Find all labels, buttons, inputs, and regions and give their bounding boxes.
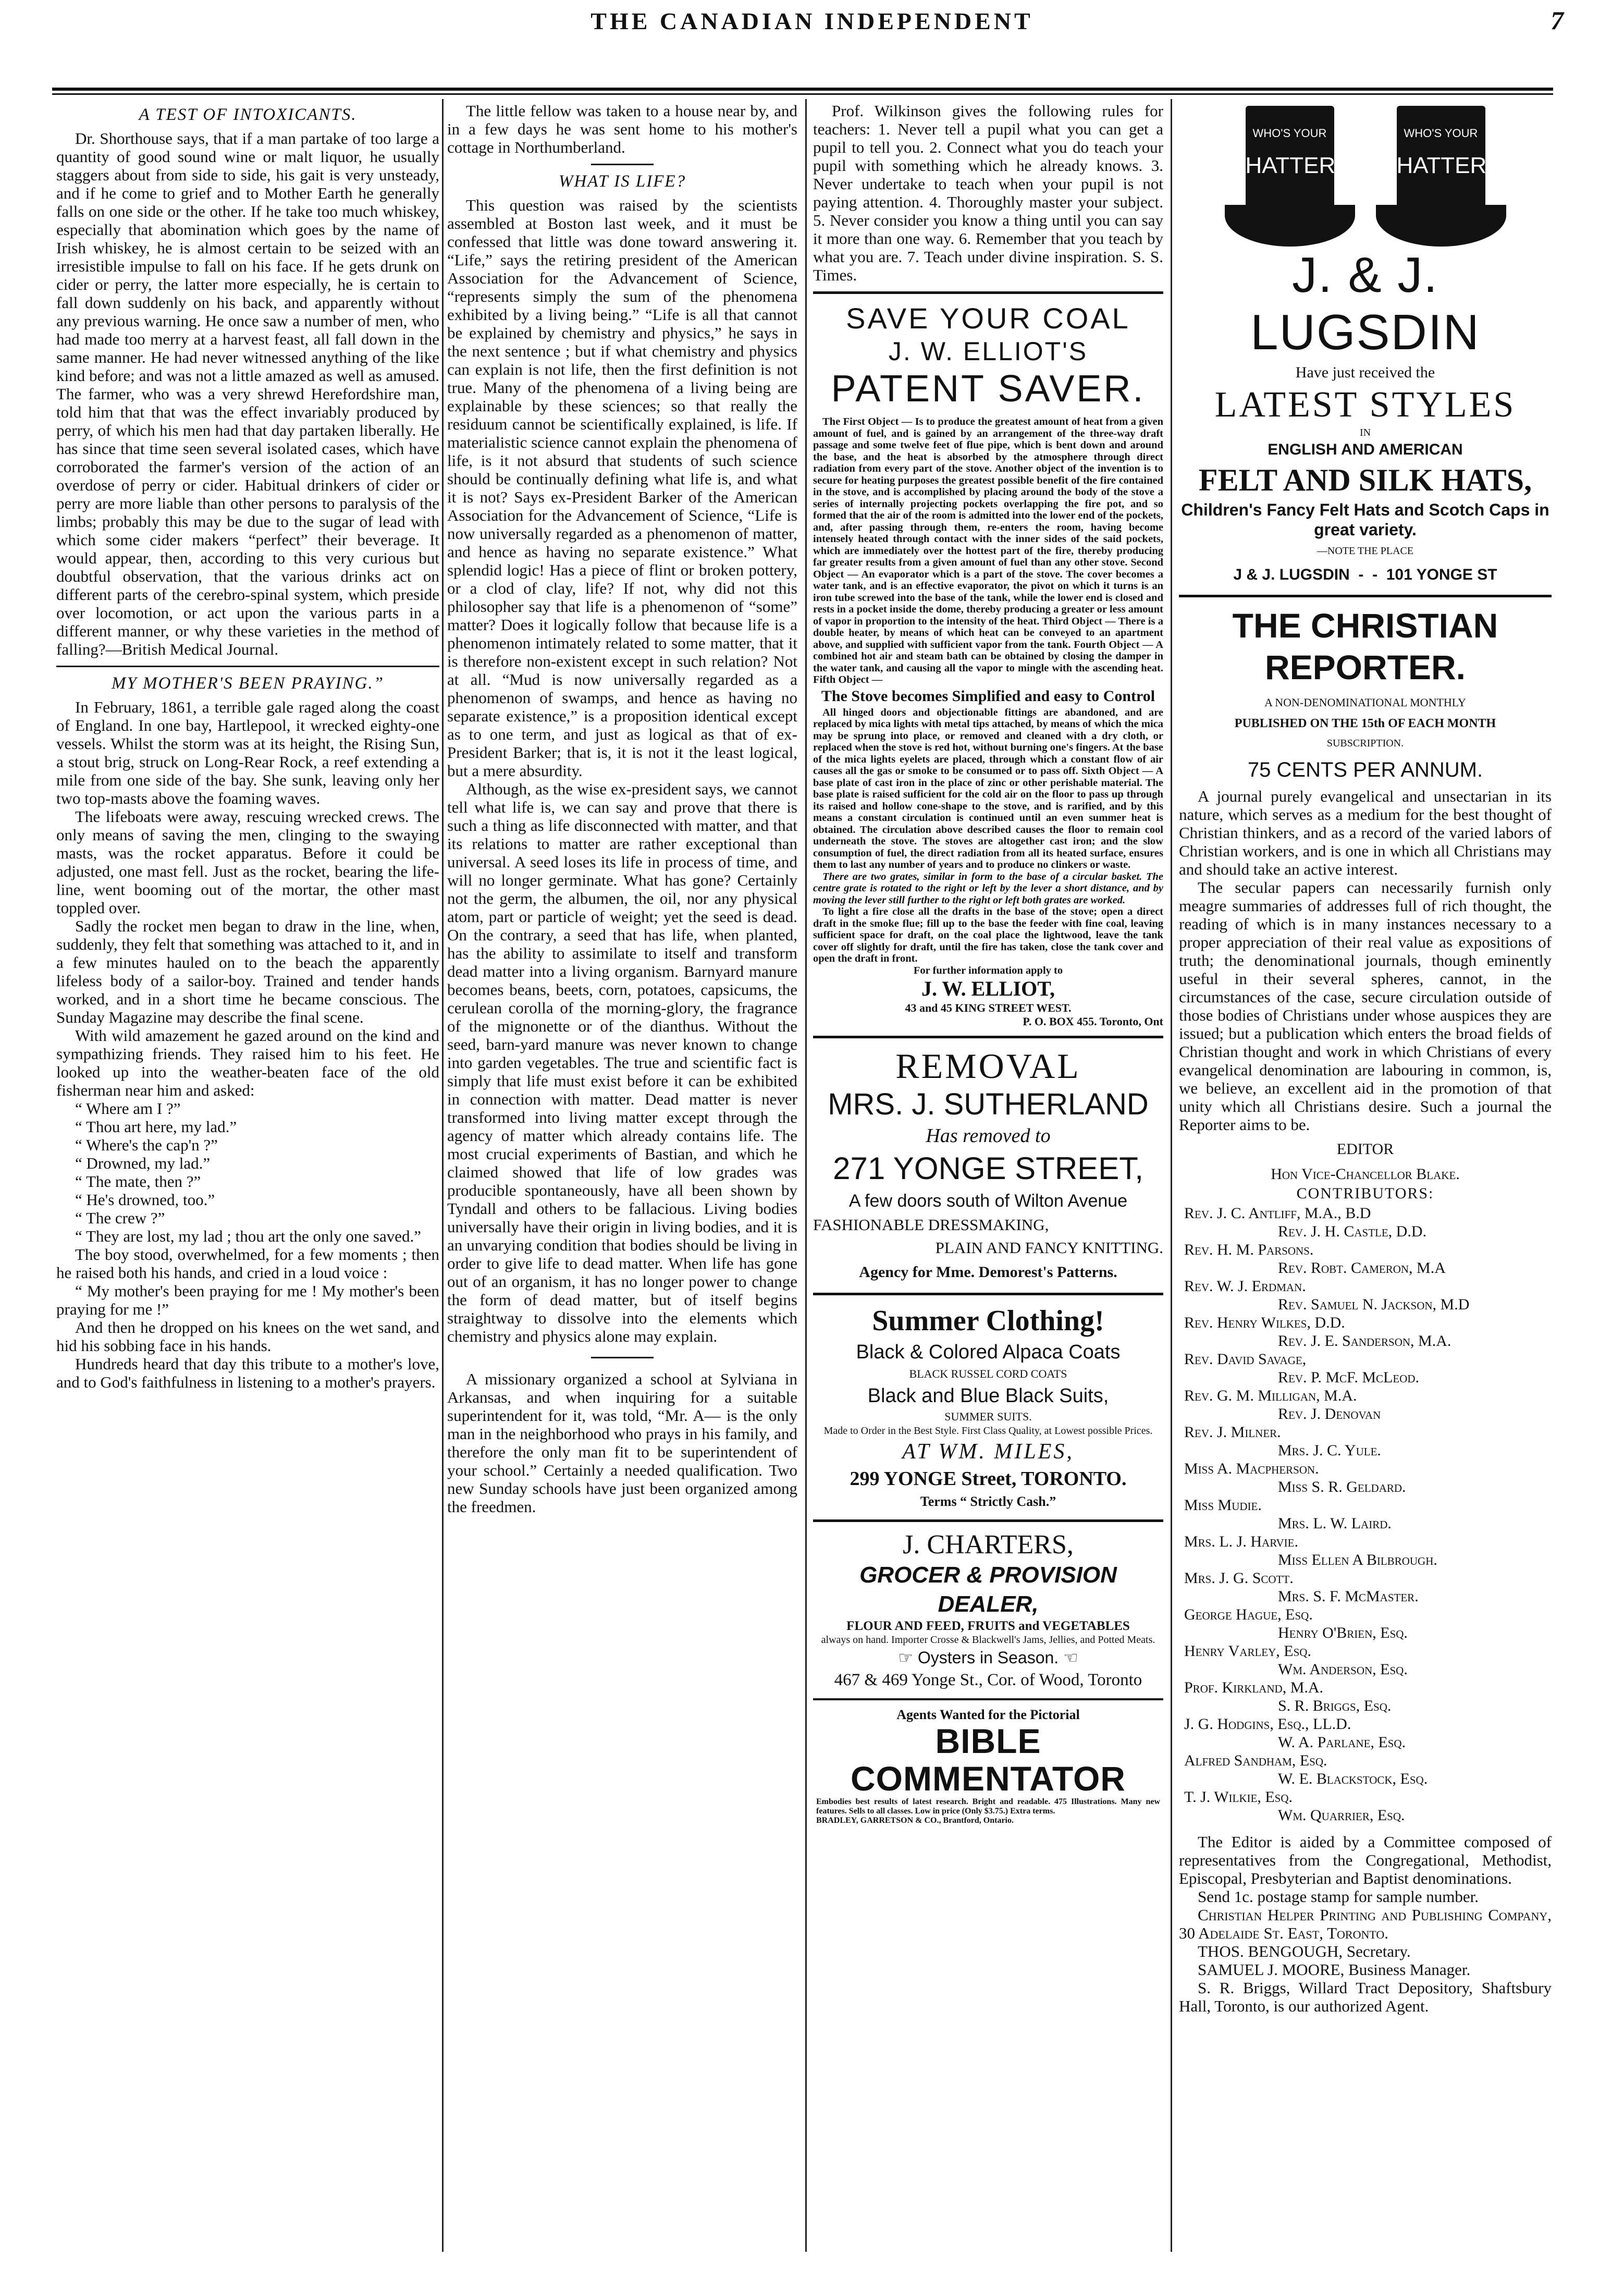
ad-text: Embodies best results of latest research. Bright and readable. 475 Illustrations. Many new features. Sells to all classes. Low in price (Only $3.75.) Extra terms.: [816, 1797, 1160, 1816]
article-paragraph: A journal purely evangelical and unsectarian in its nature, which serves as a medium for the best thought of Christian thinkers, and as a record of the varied labors of Christian workers, and is one in which all Christians may and should take an active interest.: [1179, 787, 1552, 878]
contributor-name: Miss S. R. Geldard.: [1278, 1478, 1406, 1495]
contributor-name: J. G. Hodgins, Esq., LL.D.: [1184, 1715, 1351, 1733]
contributor-name: Mrs. L. J. Harvie.: [1184, 1533, 1299, 1550]
article-paragraph: And then he dropped on his knees on the wet sand, and hid his sobbing face in his hands.: [56, 1318, 439, 1355]
contributor-name: Wm. Anderson, Esq.: [1278, 1661, 1408, 1678]
ad-text: Oysters in Season.: [917, 1648, 1059, 1667]
masthead: THE CANADIAN INDEPENDENT: [590, 8, 1034, 34]
ad-subhead: The Stove becomes Simplified and easy to Control: [821, 687, 1155, 705]
article-paragraph: The little fellow was taken to a house near by, and in a few days he was sent home to his mother's cottage in Northumberland.: [447, 102, 797, 156]
ad-text: SUBSCRIPTION.: [1326, 738, 1404, 749]
contributor-name: George Hague, Esq.: [1184, 1606, 1313, 1623]
contributor-name: Miss Ellen A Bilbrough.: [1278, 1551, 1437, 1568]
article-paragraph: Hundreds heard that day this tribute to a mother's love, and to God's faithfulness in listening to a mother's prayers.: [56, 1355, 439, 1391]
contributor-name: W. A. Parlane, Esq.: [1278, 1734, 1406, 1751]
dialogue-line: “ Thou art here, my lad.”: [75, 1118, 237, 1136]
ad-contact-name: J. W. ELLIOT,: [921, 977, 1055, 1000]
contributors-label: CONTRIBUTORS:: [1296, 1185, 1434, 1202]
column-divider: [442, 99, 444, 2252]
article-title: WHAT IS LIFE?: [558, 172, 686, 191]
article-title: MY MOTHER'S BEEN PRAYING.”: [112, 674, 384, 693]
contributor-name: Rev. G. M. Milligan, M.A.: [1184, 1387, 1357, 1404]
hat-slogan: WHO'S YOUR: [1252, 127, 1327, 140]
ad-text: BRADLEY, GARRETSON & CO., Brantford, Ontario.: [816, 1816, 1014, 1825]
pointing-hand-icon: ☜: [1059, 1648, 1078, 1667]
hat-word: HATTER: [1396, 153, 1487, 178]
ad-text: FLOUR AND FEED, FRUITS and VEGETABLES: [846, 1619, 1130, 1633]
ad-text: All hinged doors and objectionable fittings are abandoned, and are replaced by mica lights with metal tips attached, by means of which the mica may be sprung into place, or removed and cleaned with a dry cloth, or replaced when the stove is red hot, without burning one's fingers. At the base of the mica lights eyelets are placed, through which a constant flow of air causes all the gas or smoke to be consumed or to pass off. Sixth Object — A base plate of cast iron in the place of zinc or other perishable material. The base plate is raised sufficient for the cold air on the floor to pass up through its raised and hollow cone-shape to the stove, and is rarified, and by this means a constant circulation is continued until an even summer heat is obtained. The circulation above described causes the floor to remain cool underneath the stove. The stoves are altogether cast iron; and the slow consumption of fuel, the direct radiation from all its heated surface, ensures them to last any number of years and to produce no clinkers or waste.: [813, 706, 1163, 870]
contributor-name: Rev. J. E. Sanderson, M.A.: [1278, 1332, 1451, 1350]
contributor-name: Rev. H. M. Parsons.: [1184, 1241, 1314, 1258]
contributor-name: Mrs. J. C. Yule.: [1278, 1442, 1381, 1459]
article-paragraph: Prof. Wilkinson gives the following rules for teachers: 1. Never tell a pupil what you can get a pupil to tell you. 2. Connect what you do teach your pupil with something which he already knows. 3. Never undertake to teach when your pupil is not paying attention. 4. Thoroughly master your subject. 5. Never consider you know a thing until you can say it more than one way. 6. Remember that you teach by what you are. 7. Teach under divine inspiration. S. S. Times.: [813, 102, 1163, 284]
contributor-name: Alfred Sandham, Esq.: [1184, 1752, 1327, 1769]
article-paragraph: Although, as the wise ex-president says, we cannot tell what life is, we can say and prove that there is such a thing as life disconnected with matter, and that its relations to matter are rather exceptional than universal. A seed loses its life in process of time, and will no longer germinate. What has gone? Certainly not the germ, the albumen, the oil, nor any physical atom, part or particle of weight; yet the seed is dead. On the contrary, a seed that has life, when planted, has the ability to assimilate to itself and transform dead matter into a living organism. Barnyard manure becomes beans, beets, corn, potatoes, capsicums, the cerulean corolla of the morning-glory, the fragrance of the mignonette or of the dianthus. Without the seed, barn-yard manure was never known to change into garden vegetables. The true and scientific fact is simply that life must exist before it can be exhibited in connection with matter. Dead matter is never transformed into living matter except through the agency of matter which already contains life. The most crucial experiments of Bastian, and which he claimed showed that life of low grades was producible spontaneously, have all been shown by Tyndall and others to be fallacious. Living bodies universally have their origin in living bodies, and it is an unvarying condition that bodies should be living in order to give life to dead matter. When life has gone out of an organism, it has no longer power to change the form of dead matter, but of itself begins straightway to dissolve into the elements which chemistry and physics alone may explain.: [447, 780, 797, 1345]
editor-name: Hon Vice-Chancellor Blake.: [1271, 1166, 1460, 1183]
column-1: [56, 102, 439, 1391]
ad-text: Terms “ Strictly Cash.”: [920, 1494, 1056, 1509]
column-4: [1179, 102, 1552, 2015]
ad-name: J. CHARTERS,: [903, 1530, 1074, 1560]
hat-slogan: WHO'S YOUR: [1404, 127, 1478, 140]
masthead-rule: [52, 88, 1553, 95]
dialogue-line: “ They are lost, my lad ; thou art the only one saved.”: [75, 1227, 422, 1245]
contributor-name: Mrs. S. F. McMaster.: [1278, 1588, 1419, 1605]
subscription-price: 75 CENTS PER ANNUM.: [1247, 758, 1483, 781]
divider: [813, 1293, 1163, 1295]
contributor-name: Rev. Henry Wilkes, D.D.: [1184, 1314, 1345, 1331]
dialogue-line: “ Where am I ?”: [75, 1099, 181, 1118]
divider: [591, 1357, 654, 1358]
article-paragraph: “ My mother's been praying for me ! My mother's been praying for me !”: [56, 1282, 439, 1318]
hat-word: HATTER: [1245, 153, 1336, 178]
ad-text: Black & Colored Alpaca Coats: [856, 1341, 1121, 1363]
contributor-name: Mrs. J. G. Scott.: [1184, 1569, 1294, 1587]
ad-text: A few doors south of Wilton Avenue: [848, 1191, 1128, 1211]
column-3: [813, 102, 1163, 1825]
contributor-name: Miss A. Macpherson.: [1184, 1460, 1319, 1477]
ad-text: ENGLISH AND AMERICAN: [1268, 441, 1463, 458]
dialogue-line: “ He's drowned, too.”: [75, 1191, 215, 1209]
ad-text: Black and Blue Black Suits,: [867, 1385, 1109, 1407]
ad-text: BLACK RUSSEL CORD COATS: [909, 1367, 1067, 1380]
contributors-list: [1179, 1204, 1552, 1824]
column-divider: [805, 99, 807, 2252]
contributor-name: Rev. J. Denovan: [1278, 1405, 1381, 1422]
ad-box: P. O. BOX 455. Toronto, Ont: [1023, 1015, 1163, 1028]
removal-advertisement: [813, 1046, 1163, 1285]
hatter-logo: [1179, 106, 1552, 247]
bible-commentator-advertisement: [813, 1708, 1163, 1825]
ad-text: The First Object — Is to produce the greatest amount of heat from a given amount of fuel, and is gained by an arrangement of the three-way draft passage and some twelve feet of flue pipe, which is bent down and around the base, and the heat is absorbed by the atmosphere through direct radiation from every part of the stove. Another object of the invention is to secure for heating purposes the greatest possible benefit of the fire contained in the stove, and is accomplished by placing around the body of the stove a series of internally projecting pockets overlapping the fire pot, and so formed that the air of the room is admitted into the lower end of the pockets, and, after passing through them, re-enters the room, having become intensely heated through contact with the inner sides of the said pockets, which are immediately over the hottest part of the fire, thereby producing far greater results from a given amount of fuel than any other stove. Second Object — An evaporator which is a part of the stove. The cover becomes a water tank, and is an effective evaporator, the pivot on which it turns is an iron tube screwed into the base of the tank, while the lower end is closed and rests in a pocket inside the dome, thereby producing a greater or less amount of vapor in proportion to the intensity of the heat. Third Object — There is a double heater, by means of which heat can be conveyed to an apartment above, and supplied with sufficient vapor from the tank. Fourth Object — A combined hot air and steam bath can be obtained by closing the damper in the water tank, and causing all the vapor to mingle with the ascending heat. Fifth Object —: [813, 416, 1163, 685]
divider: [813, 1519, 1163, 1522]
ad-headline: FELT AND SILK HATS,: [1198, 463, 1532, 497]
divider: [813, 1698, 1163, 1700]
divider: [591, 164, 654, 165]
contributor-name: Rev. W. J. Erdman.: [1184, 1278, 1306, 1295]
contributor-name: Henry O'Brien, Esq.: [1278, 1624, 1408, 1641]
contributor-name: W. E. Blackstock, Esq.: [1278, 1770, 1428, 1787]
contributor-name: Prof. Kirkland, M.A.: [1184, 1679, 1324, 1696]
contributor-name: Miss Mudie.: [1184, 1497, 1262, 1514]
article-paragraph: The Editor is aided by a Committee composed of representatives from the Congregational, Methodist, Episcopal, Presbyterian and Baptist denominations.: [1179, 1833, 1552, 1887]
divider: [813, 1036, 1163, 1038]
top-hat-icon: [1376, 106, 1506, 247]
page-number: 7: [1551, 6, 1564, 35]
ad-text: IN: [1359, 427, 1371, 438]
ad-headline: LATEST STYLES: [1214, 385, 1516, 425]
divider: [56, 666, 439, 667]
ad-text: Agency for Mme. Demorest's Patterns.: [859, 1264, 1117, 1281]
column-2: [447, 102, 797, 1516]
secretary: THOS. BENGOUGH, Secretary.: [1198, 1942, 1411, 1960]
ad-headline: BIBLE COMMENTATOR: [851, 1722, 1126, 1798]
contributor-name: Rev. J. C. Antliff, M.A., B.D: [1184, 1205, 1371, 1222]
ad-text: Children's Fancy Felt Hats and Scotch Caps in great variety.: [1181, 500, 1549, 539]
ad-text: Has removed to: [926, 1125, 1051, 1147]
ad-text: To light a fire close all the drafts in the base of the stove; open a direct draft in the smoke flue; fill up to the base the feeder with fine coal, leaving sufficient space for draft, on the coal place the lightwood, leave the tank cover off slightly for draft, until the fire has taken, close the tank cover and open the draft in front.: [813, 906, 1163, 964]
contributor-name: T. J. Wilkie, Esq.: [1184, 1788, 1293, 1806]
article-paragraph: Sadly the rocket men began to draw in the line, when, suddenly, they felt that something was attached to it, and in a few minutes hauled on to the beach the apparently lifeless body of a sailor-boy. Trained and tender hands worked, and in a short time he became conscious. The Sunday Magazine may describe the final scene.: [56, 917, 439, 1026]
ad-name: J. & J. LUGSDIN: [1250, 247, 1480, 360]
business-manager: SAMUEL J. MOORE, Business Manager.: [1198, 1960, 1471, 1979]
dialogue-line: “ The crew ?”: [75, 1209, 165, 1227]
ad-text: [813, 1646, 1163, 1669]
ad-headline: THE CHRISTIAN REPORTER.: [1232, 606, 1498, 686]
ad-text: Agents Wanted for the Pictorial: [896, 1707, 1080, 1722]
article-paragraph: This question was raised by the scientists assembled at Boston last week, and it must be confessed that little was done toward answering it. “Life,” says the retiring president of the American Association for the Advancement of Science, “represents simply the sum of the phenomena exhibited by a living being.” “Life is all that cannot be explained by chemistry and physics,” he says in the next sentence ; but if what chemistry and physics can explain is not life, then the first definition is not true. Many of the phenomena of a living being are explainable by these sciences; so that really the residuum cannot be scientifically explained, is life. If materialistic science cannot explain the phenomena of life, is it not absurd that students of such science should be continually defining what life is, and what it is not? Says ex-President Barker of the American Association for the Advancement of Science, “Life is now universally regarded as a phenomenon of matter, and hence as having no separate existence.” What splendid logic! Has a piece of flint or broken pottery, or a clod of clay, life? If not, why did not this philosopher say that life is a phenomenon of “some” matter? Does it logically follow that because life is a phenomenon intimately related to some matter, that it is therefore non-existent except in such relation? Not at all. “Mud is now universally regarded as a phenomenon of swamps, and hence as having no separate existence,” is a proposition identical except as to one term, and just as logical as that of ex-President Barker; that is, it is not it the least logical, but a mere absurdity.: [447, 196, 797, 780]
agent: S. R. Briggs, Willard Tract Depository, Shaftsbury Hall, Toronto, is our authorized Agent.: [1179, 1979, 1552, 2015]
summer-clothing-advertisement: [813, 1303, 1163, 1512]
contributor-name: Rev. Robt. Cameron, M.A: [1278, 1259, 1446, 1277]
ad-text: For further information apply to: [913, 964, 1063, 976]
ad-product: PATENT SAVER.: [831, 368, 1146, 410]
ad-text: FASHIONABLE DRESSMAKING,: [813, 1216, 1049, 1234]
ad-headline: SAVE YOUR COAL: [846, 302, 1130, 335]
ad-text: PUBLISHED ON THE 15th OF EACH MONTH: [1234, 717, 1496, 730]
elliot-advertisement: [813, 301, 1163, 1028]
ad-address: 299 YONGE Street, TORONTO.: [850, 1468, 1127, 1490]
contributor-name: Rev. P. McF. McLeod.: [1278, 1369, 1419, 1386]
contributor-name: Rev. David Savage,: [1184, 1351, 1307, 1368]
contributor-name: S. R. Briggs, Esq.: [1278, 1697, 1392, 1714]
ad-text: AT WM. MILES,: [902, 1440, 1074, 1464]
article-paragraph: The secular papers can necessarily furnish only meagre summaries of addresses full of rich thought, the reading of which is in many instances necessary to a proper appreciation of their real value as expositions of truth; the denominational journals, though eminently useful in their several spheres, cannot, in the circumstances of the case, secure circulation outside of those bodies of Christians under whose auspices they are issued; but a publication which enters the broad fields of Christian thought and work in which Christians of every evangelical denomination are labouring in common, is, we believe, an excellent aid in the promotion of that unity which all Christians desire. Such a journal the Reporter aims to be.: [1179, 878, 1552, 1134]
dialogue-line: “ The mate, then ?”: [75, 1172, 201, 1191]
ad-text: A NON-DENOMINATIONAL MONTHLY: [1264, 696, 1466, 709]
dialogue-line: “ Where's the cap'n ?”: [75, 1136, 218, 1154]
article-paragraph: In February, 1861, a terrible gale raged along the coast of England. In one bay, Hartlepool, it wrecked eighty-one vessels. Whilst the storm was at its height, the Rising Sun, a stout brig, struck on Long-Rear Rock, a reef extending a mile from one side of the bay. She sunk, leaving only her two top-masts above the foaming waves.: [56, 698, 439, 807]
ad-text: PLAIN AND FANCY KNITTING.: [935, 1238, 1163, 1257]
ad-address: 467 & 469 Yonge St., Cor. of Wood, Toronto: [834, 1671, 1142, 1689]
contributor-name: Rev. J. Milner.: [1184, 1424, 1281, 1441]
lugsdin-advertisement: [1179, 247, 1552, 587]
ad-text: SUMMER SUITS.: [944, 1410, 1032, 1423]
ad-headline: REMOVAL: [895, 1046, 1081, 1086]
contributor-name: Mrs. L. W. Laird.: [1278, 1515, 1392, 1532]
ad-text: There are two grates, similar in form to the base of a circular basket. The centre grate is rotated to the right or left by the lever a short distance, and by moving the lever still further to the right or left both grates are worked.: [813, 870, 1163, 906]
charters-advertisement: [813, 1529, 1163, 1691]
dialogue-line: “ Drowned, my lad.”: [75, 1154, 211, 1172]
article-paragraph: Send 1c. postage stamp for sample number.: [1198, 1887, 1479, 1906]
editor-label: EDITOR: [1336, 1140, 1394, 1158]
ad-headline: Summer Clothing!: [872, 1305, 1104, 1337]
ad-headline: GROCER & PROVISION DEALER,: [859, 1562, 1117, 1617]
ad-address: J & J. LUGSDIN - - 101 YONGE ST: [1233, 566, 1497, 583]
pointing-hand-icon: ☞: [898, 1648, 918, 1667]
ad-name: MRS. J. SUTHERLAND: [828, 1087, 1149, 1121]
ad-address: 43 and 45 KING STREET WEST.: [905, 1001, 1072, 1014]
christian-reporter-advertisement: [1179, 605, 1552, 2015]
ad-text: Made to Order in the Best Style. First Class Quality, at Lowest possible Prices.: [823, 1425, 1153, 1437]
ad-name: J. W. ELLIOT'S: [888, 337, 1088, 366]
article-paragraph: Christian Helper Printing and Publishing Company, 30 Adelaide St. East, Toronto.: [1179, 1906, 1552, 1942]
column-divider: [1171, 99, 1172, 2252]
article-paragraph: The boy stood, overwhelmed, for a few moments ; then he raised both his hands, and cried in a loud voice :: [56, 1245, 439, 1282]
contributor-name: Wm. Quarrier, Esq.: [1278, 1807, 1405, 1824]
ad-text: —NOTE THE PLACE: [1317, 545, 1414, 557]
divider: [813, 291, 1163, 294]
top-hat-icon: [1225, 106, 1355, 247]
contributor-name: Henry Varley, Esq.: [1184, 1642, 1311, 1660]
article-title: A TEST OF INTOXICANTS.: [139, 105, 357, 124]
article-paragraph: With wild amazement he gazed around on the kind and sympathizing friends. They raised him to his feet. He looked up into the weather-beaten face of the old fisherman near him and asked:: [56, 1026, 439, 1099]
divider: [1179, 595, 1552, 597]
contributor-name: Rev. Samuel N. Jackson, M.D: [1278, 1296, 1470, 1313]
ad-text: Have just received the: [1295, 364, 1435, 381]
ad-address: 271 YONGE STREET,: [833, 1151, 1143, 1186]
ad-text: always on hand. Importer Crosse & Blackwell's Jams, Jellies, and Potted Meats.: [821, 1634, 1155, 1646]
contributor-name: Rev. J. H. Castle, D.D.: [1278, 1223, 1427, 1240]
article-paragraph: Dr. Shorthouse says, that if a man partake of too large a quantity of good sound wine or malt liquor, he usually staggers about from side to side, his gait is very unsteady, and if he come to grief and to Mother Earth he generally falls on one side or the other. If he take too much whiskey, especially that abomination which goes by the name of Irish whiskey, he is almost certain to be seized with an irresistible impulse to fall on his face. If he gets drunk on cider or perry, the latter more especially, he is certain to fall down suddenly on his back, and apparently without any previous warning. He once saw a number of men, who had made too merry at a harvest feast, all fall down in the same manner. He had never witnessed anything of the like kind before; and was not a little amazed as well as amused. The farmer, who was a very shrewd Herefordshire man, told him that that was the effect invariably produced by perry, of which his men had that day partaken liberally. He has since that time seen several isolated cases, which have corroborated the farmer's version of the action of an overdose of perry or cider. Habitual drinkers of cider or perry are more liable than other persons to paralysis of the limbs; probably this may be due to the sugar of lead with which some cider makers “perfect” their beverage. It would appear, then, according to this very curious but doubtful observation, that the various drinks act on different parts of the cerebro-spinal system, which preside over locomotion, or act upon the various parts in a different manner, or why these varieties in the method of falling?—British Medical Journal.: [56, 129, 439, 658]
article-paragraph: The lifeboats were away, rescuing wrecked crews. The only means of saving the men, clinging to the swaying masts, was the rocket apparatus. Before it could be adjusted, one mast fell. Just as the rocket, bearing the life-line, went booming out of the mortar, the other mast toppled over.: [56, 807, 439, 917]
article-paragraph: A missionary organized a school at Sylviana in Arkansas, and when inquiring for a suitable superintendent for it, was told, “Mr. A— is the only man in the neighborhood who prays in his family, and therefore the only man fit to be superintendent of your school.” Certainly a needed qualification. Two new Sunday schools have just been organized among the freedmen.: [447, 1370, 797, 1516]
